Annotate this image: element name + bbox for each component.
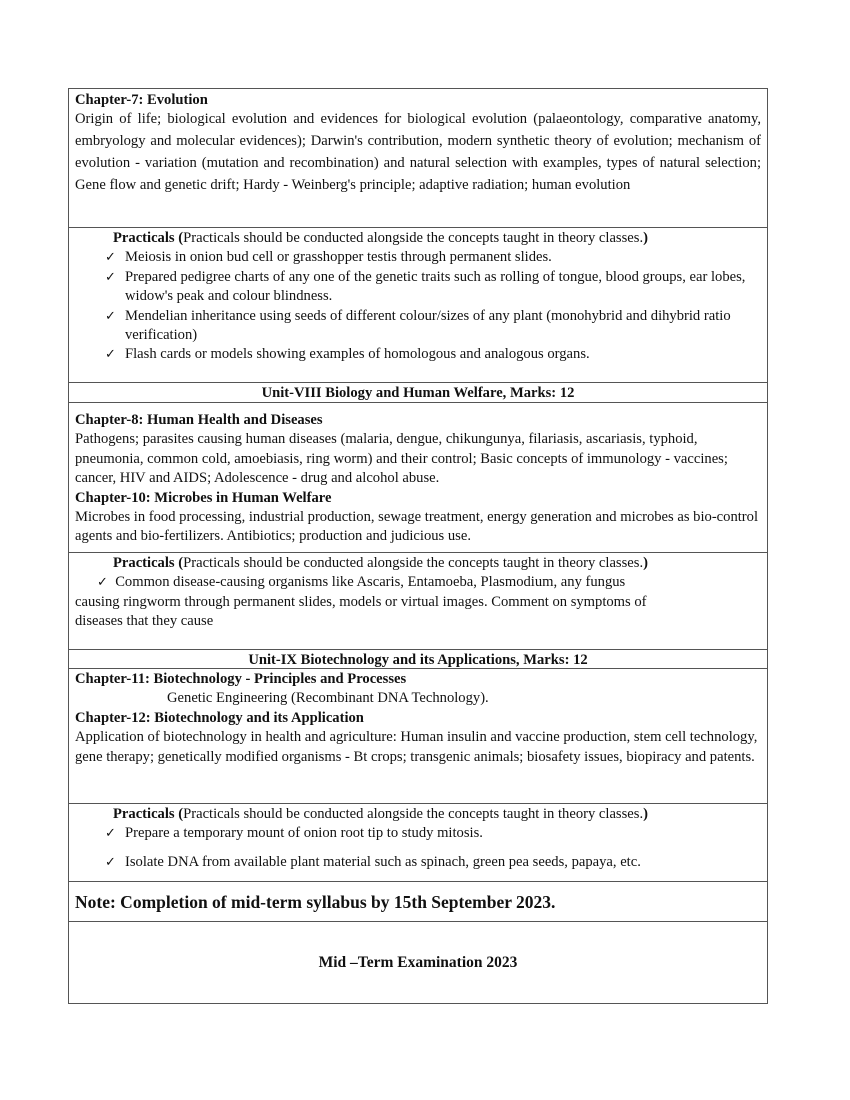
chapter-8-title: Chapter-8: Human Health and Diseases xyxy=(75,412,323,428)
unit-8-heading: Unit-VIII Biology and Human Welfare, Marks: 12 xyxy=(69,383,767,403)
completion-note: Note: Completion of mid-term syllabus by 15th September 2023. xyxy=(69,882,767,922)
list-item-text: Prepared pedigree charts of any one of the genetic traits such as rolling of tongue, blood groups, ear lobes, widow's peak and colour blindness. xyxy=(125,268,746,305)
list-item-text: Meiosis in onion bud cell or grasshopper testis through permanent slides. xyxy=(125,249,552,266)
practicals-section-2 xyxy=(69,553,767,650)
practicals-close: ) xyxy=(643,230,648,246)
midterm-title: Mid –Term Examination 2023 xyxy=(318,954,518,971)
list-item xyxy=(75,573,761,592)
list-item xyxy=(75,345,761,364)
chapter-8-body: Pathogens; parasites causing human diseases (malaria, dengue, chikungunya, filariasis, ascariasis, typhoid, pneumonia, common cold, amoebiasis, ring worm) and their control; Basic concepts of immunology - vaccines; cancer, HIV and AIDS; Adolescence - drug and alcohol abuse. xyxy=(75,431,728,487)
list-item-continuation: causing ringworm through permanent slides, models or virtual images. Comment on symptoms of diseases that they cause xyxy=(75,593,647,630)
list-item-text: Flash cards or models showing examples of homologous and analogous organs. xyxy=(125,346,590,363)
practicals-section-1 xyxy=(69,228,767,383)
list-item-text: Common disease-causing organisms like Ascaris, Entamoeba, Plasmodium, any fungus xyxy=(115,574,626,591)
practicals-note: Practicals should be conducted alongside the concepts taught in theory classes. xyxy=(183,230,644,246)
chapter-8-10-section xyxy=(69,403,767,553)
syllabus-table xyxy=(68,88,768,1004)
chapter-10-title: Chapter-10: Microbes in Human Welfare xyxy=(75,489,332,506)
practicals-label: Practicals ( xyxy=(113,806,184,822)
list-item xyxy=(75,248,761,267)
check-icon: ✓ xyxy=(105,347,116,363)
list-item xyxy=(75,853,761,872)
list-item-text: Isolate DNA from available plant material such as spinach, green pea seeds, papaya, etc. xyxy=(125,853,641,870)
chapter-7-body: Origin of life; biological evolution and evidences for biological evolution (palaeontology, comparative anatomy, embryology and molecular evidences); Darwin's contribution, modern synthetic theory of evolution; mechanism of evolution - variation (mutation and recombination) and natural selection with examples, types of natural selection; Gene flow and genetic drift; Hardy - Weinberg's principle; adaptive radiation; human evolution xyxy=(75,111,761,194)
practicals-list xyxy=(75,824,761,872)
check-icon: ✓ xyxy=(105,854,116,870)
list-item-text: Mendelian inheritance using seeds of different colour/sizes of any plant (monohybrid and dihybrid ratio verification) xyxy=(125,307,731,344)
list-item-text: Prepare a temporary mount of onion root tip to study mitosis. xyxy=(125,825,483,842)
practicals-note: Practicals should be conducted alongside the concepts taught in theory classes. xyxy=(183,806,644,822)
check-icon: ✓ xyxy=(105,269,116,285)
list-item xyxy=(75,307,761,346)
practicals-close: ) xyxy=(643,555,648,571)
check-icon: ✓ xyxy=(105,826,116,842)
practicals-label: Practicals ( xyxy=(113,230,184,246)
practicals-section-3 xyxy=(69,804,767,882)
chapter-11-title: Chapter-11: Biotechnology - Principles and Processes xyxy=(75,671,407,687)
chapter-11-body: Genetic Engineering (Recombinant DNA Technology). xyxy=(167,690,489,707)
practicals-note: Practicals should be conducted alongside the concepts taught in theory classes. xyxy=(183,555,644,571)
chapter-12-title: Chapter-12: Biotechnology and its Application xyxy=(75,709,364,726)
practicals-heading xyxy=(75,554,761,573)
unit-9-heading: Unit-IX Biotechnology and its Applications, Marks: 12 xyxy=(69,650,767,669)
check-icon: ✓ xyxy=(97,575,108,591)
midterm-heading xyxy=(69,922,767,1003)
practicals-heading xyxy=(75,805,761,824)
chapter-7-section xyxy=(69,89,767,228)
chapter-7-title: Chapter-7: Evolution xyxy=(75,92,208,108)
list-item xyxy=(75,824,761,843)
practicals-close: ) xyxy=(643,806,648,822)
practicals-label: Practicals ( xyxy=(113,555,184,571)
chapter-11-12-section xyxy=(69,669,767,804)
chapter-12-body: Application of biotechnology in health and agriculture: Human insulin and vaccine production, stem cell technology, gene therapy; genetically modified organisms - Bt crops; transgenic animals; biosafety issues, biopiracy and patents. xyxy=(75,729,758,765)
check-icon: ✓ xyxy=(105,308,116,324)
list-item xyxy=(75,268,761,307)
chapter-10-body: Microbes in food processing, industrial production, sewage treatment, energy generation and microbes as bio-control agents and bio-fertilizers. Antibiotics; production and judicious use. xyxy=(75,509,759,545)
check-icon: ✓ xyxy=(105,250,116,266)
practicals-heading xyxy=(75,229,761,248)
practicals-list xyxy=(75,248,761,364)
